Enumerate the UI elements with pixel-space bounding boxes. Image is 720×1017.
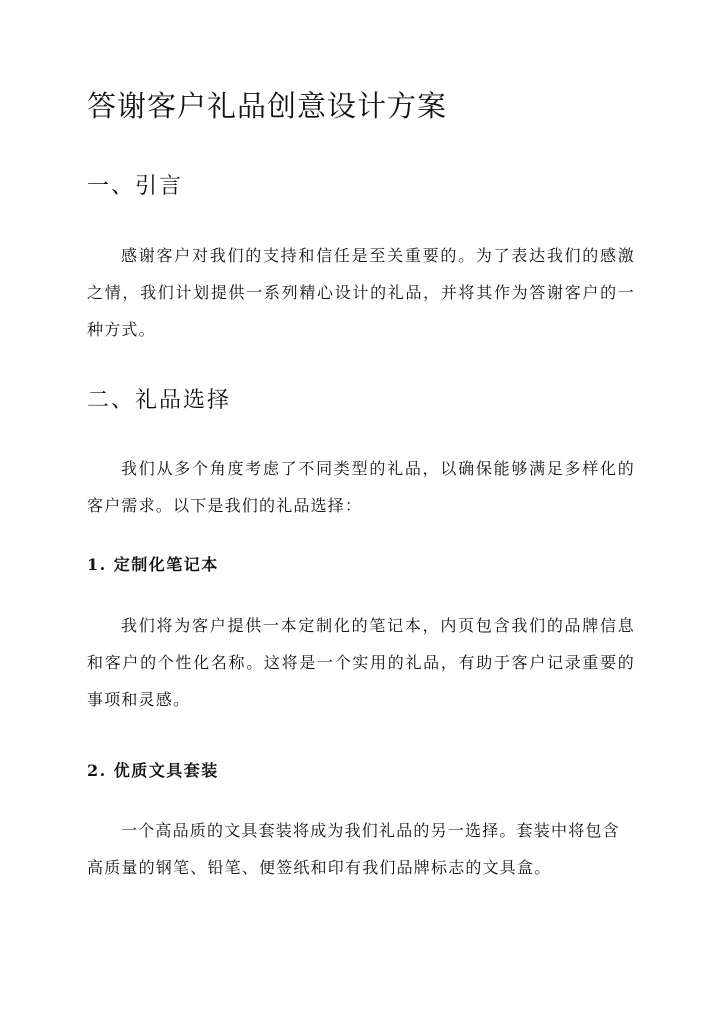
- subsection-heading-notebook: 1. 定制化笔记本: [87, 555, 219, 574]
- section-heading-gift-selection: 二、礼品选择: [87, 388, 232, 413]
- intro-paragraph: 感谢客户对我们的支持和信任是至关重要的。为了表达我们的感激之情，我们计划提供一系列精心设计的礼品，并将其作为答谢客户的一种方式。: [87, 246, 635, 339]
- subsection-heading-stationery: 2. 优质文具套装: [87, 761, 219, 780]
- section-heading-intro: 一、引言: [87, 174, 184, 199]
- gift-selection-paragraph: 我们从多个角度考虑了不同类型的礼品，以确保能够满足多样化的客户需求。以下是我们的礼品选择：: [87, 459, 635, 515]
- document-title: 答谢客户礼品创意设计方案: [87, 89, 448, 123]
- stationery-paragraph: 一个高品质的文具套装将成为我们礼品的另一选择。套装中将包含高质量的钢笔、铅笔、便签纸和印有我们品牌标志的文具盒。: [87, 821, 620, 877]
- notebook-paragraph: 我们将为客户提供一本定制化的笔记本，内页包含我们的品牌信息和客户的个性化名称。这将是一个实用的礼品，有助于客户记录重要的事项和灵感。: [87, 616, 635, 709]
